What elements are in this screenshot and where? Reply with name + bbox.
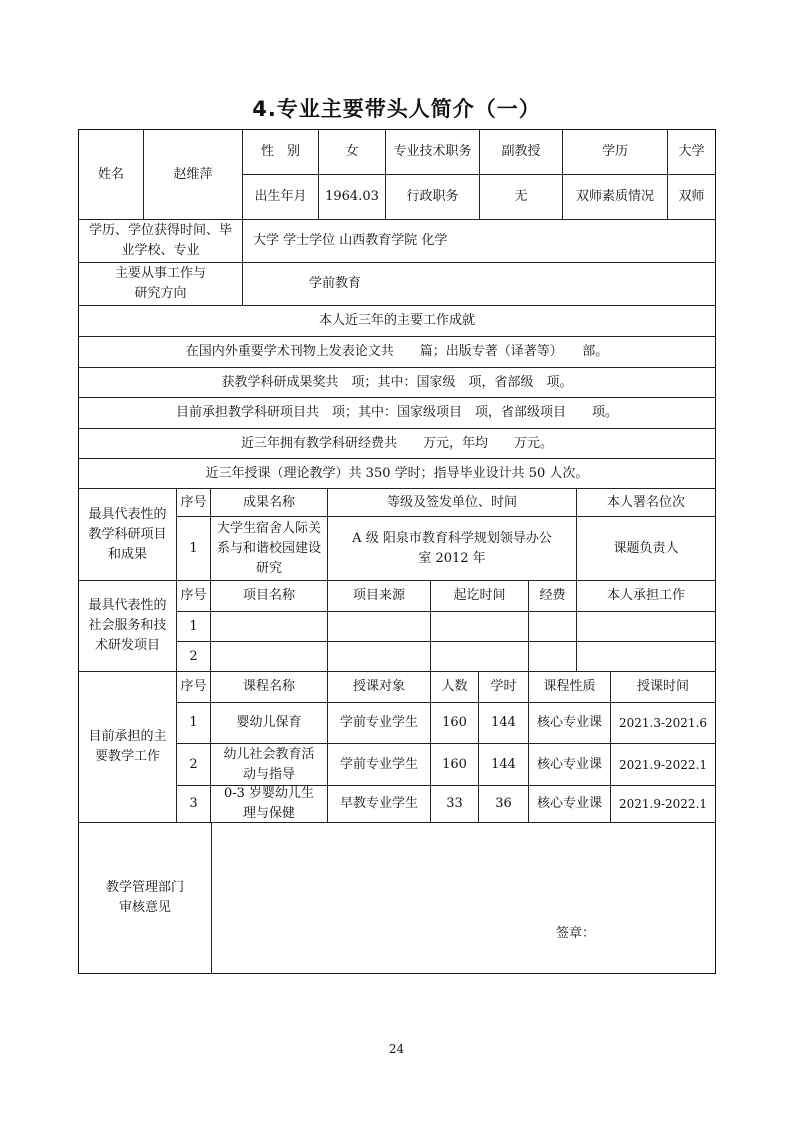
education-label: 学历、学位获得时间、毕业学校、专业 xyxy=(78,219,243,263)
course-row3-type: 核心专业课 xyxy=(528,785,611,823)
course-row1-audience: 学前专业学生 xyxy=(327,702,431,744)
review-label: 教学管理部门审核意见 xyxy=(78,822,212,974)
rr-header-level: 等级及签发单位、时间 xyxy=(327,488,577,517)
achievements-awards: 获教学科研成果奖共 项；其中：国家级 项，省部级 项。 xyxy=(78,367,716,398)
course-row3-audience: 早教专业学生 xyxy=(327,785,431,823)
research-label: 主要从事工作与研究方向 xyxy=(78,262,243,306)
gender-value: 女 xyxy=(318,129,386,175)
ss-header-period: 起讫时间 xyxy=(430,580,529,612)
course-row2-hours: 144 xyxy=(478,743,529,786)
rr-row-index: 1 xyxy=(176,516,211,581)
course-row3-hours: 36 xyxy=(478,785,529,823)
birth-label: 出生年月 xyxy=(242,174,319,220)
social-service-label: 最具代表性的社会服务和技术研发项目 xyxy=(78,580,177,672)
edu-label: 学历 xyxy=(562,129,668,175)
ss-row2-source xyxy=(327,641,431,672)
achievements-teaching: 近三年授课（理论教学）共 350 学时；指导毕业设计共 50 人次。 xyxy=(78,458,716,489)
page-title: 4.专业主要带头人简介（一） xyxy=(252,97,541,121)
course-row1-index: 1 xyxy=(176,702,211,744)
course-row1-name: 婴幼儿保育 xyxy=(210,702,328,744)
review-opinion-area xyxy=(211,822,716,974)
course-row3-name: 0-3 岁婴幼儿生理与保健 xyxy=(210,785,328,823)
rr-header-title: 成果名称 xyxy=(210,488,328,517)
gender-label: 性 别 xyxy=(242,129,319,175)
course-header-count: 人数 xyxy=(430,671,479,703)
ss-row2-funds xyxy=(528,641,577,672)
ss-header-source: 项目来源 xyxy=(327,580,431,612)
name-value: 赵维萍 xyxy=(143,129,243,220)
ss-row2-period xyxy=(430,641,529,672)
rr-row-level: A 级 阳泉市教育科学规划领导办公室 2012 年 xyxy=(327,516,577,581)
name-label: 姓名 xyxy=(78,129,144,220)
ss-row2-index: 2 xyxy=(176,641,211,672)
page-number: 24 xyxy=(388,1042,405,1056)
ss-row1-name xyxy=(210,611,328,642)
course-row3-time: 2021.9-2022.1 xyxy=(610,785,716,823)
course-row2-index: 2 xyxy=(176,743,211,786)
ss-row1-index: 1 xyxy=(176,611,211,642)
course-row2-audience: 学前专业学生 xyxy=(327,743,431,786)
admin-label: 行政职务 xyxy=(385,174,480,220)
edu-value: 大学 xyxy=(667,129,716,175)
rr-row-title: 大学生宿舍人际关系与和谐校园建设研究 xyxy=(210,516,328,581)
education-value: 大学 学士学位 山西教育学院 化学 xyxy=(242,219,716,263)
course-header-audience: 授课对象 xyxy=(327,671,431,703)
achievements-heading: 本人近三年的主要工作成就 xyxy=(78,305,716,337)
course-row1-hours: 144 xyxy=(478,702,529,744)
ss-row1-funds xyxy=(528,611,577,642)
course-header-type: 课程性质 xyxy=(528,671,611,703)
course-row1-time: 2021.3-2021.6 xyxy=(610,702,716,744)
birth-value: 1964.03 xyxy=(318,174,386,220)
course-header-time: 授课时间 xyxy=(610,671,716,703)
rr-header-index: 序号 xyxy=(176,488,211,517)
dual-label: 双师素质情况 xyxy=(562,174,668,220)
course-row2-time: 2021.9-2022.1 xyxy=(610,743,716,786)
achievements-funding: 近三年拥有教学科研经费共 万元，年均 万元。 xyxy=(78,428,716,459)
ss-row1-period xyxy=(430,611,529,642)
research-value: 学前教育 xyxy=(242,262,716,306)
course-row1-type: 核心专业课 xyxy=(528,702,611,744)
ss-row1-source xyxy=(327,611,431,642)
ss-header-funds: 经费 xyxy=(528,580,577,612)
course-row3-index: 3 xyxy=(176,785,211,823)
research-results-label: 最具代表性的教学科研项目和成果 xyxy=(78,488,177,581)
title-value: 副教授 xyxy=(479,129,563,175)
course-row2-count: 160 xyxy=(430,743,479,786)
course-header-index: 序号 xyxy=(176,671,211,703)
ss-header-role: 本人承担工作 xyxy=(576,580,716,612)
ss-header-name: 项目名称 xyxy=(210,580,328,612)
rr-row-rank: 课题负责人 xyxy=(576,516,716,581)
dual-value: 双师 xyxy=(667,174,716,220)
signature-label: 签章： xyxy=(556,926,596,941)
courses-label: 目前承担的主要教学工作 xyxy=(78,671,177,823)
course-row3-count: 33 xyxy=(430,785,479,823)
course-row2-type: 核心专业课 xyxy=(528,743,611,786)
ss-header-index: 序号 xyxy=(176,580,211,612)
course-header-name: 课程名称 xyxy=(210,671,328,703)
course-header-hours: 学时 xyxy=(478,671,529,703)
course-row1-count: 160 xyxy=(430,702,479,744)
title-label: 专业技术职务 xyxy=(385,129,480,175)
achievements-papers: 在国内外重要学术刊物上发表论文共 篇；出版专著（译著等） 部。 xyxy=(78,336,716,368)
admin-value: 无 xyxy=(479,174,563,220)
ss-row2-name xyxy=(210,641,328,672)
ss-row2-role xyxy=(576,641,716,672)
ss-row1-role xyxy=(576,611,716,642)
course-row2-name: 幼儿社会教育活动与指导 xyxy=(210,743,328,786)
achievements-projects: 目前承担教学科研项目共 项；其中：国家级项目 项，省部级项目 项。 xyxy=(78,397,716,429)
rr-header-rank: 本人署名位次 xyxy=(576,488,716,517)
